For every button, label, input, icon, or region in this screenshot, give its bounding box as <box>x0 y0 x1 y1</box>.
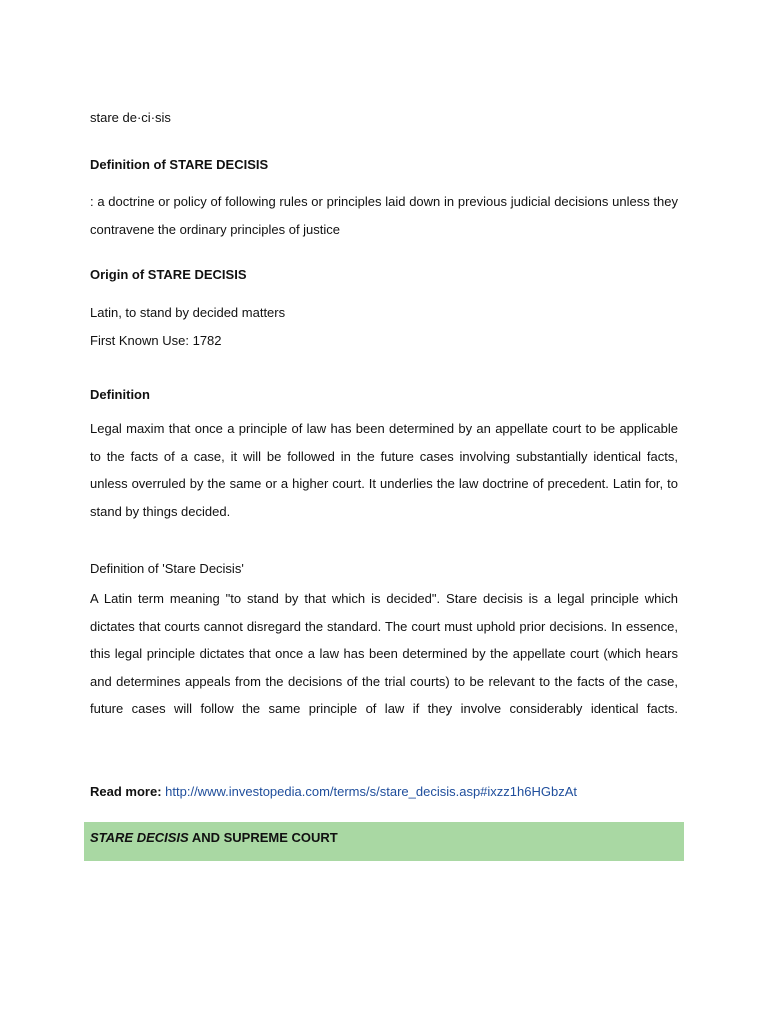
origin-line: Latin, to stand by decided matters <box>90 305 286 320</box>
origin-heading: Origin of STARE DECISIS <box>90 267 247 282</box>
first-known-use: First Known Use: 1782 <box>90 333 222 348</box>
headword: stare de·ci·sis <box>90 110 171 125</box>
definition-heading: Definition of STARE DECISIS <box>90 157 269 172</box>
definition-text: : a doctrine or policy of following rules or principles laid down in previous judicial decisions unless they contravene the ordinary principles of justice <box>90 194 678 237</box>
section-heading-rest: AND SUPREME COURT <box>188 830 338 845</box>
investopedia-definition-text: A Latin term meaning "to stand by that which is decided". Stare decisis is a legal principle which dictates that courts cannot disregard the standard. The court must uphold prior decisions. In essence, this legal principle dictates that once a law has been determined by the appellate court (which hears and determines appeals from the decisions of the trial courts) to be relevant to the facts of the case, future cases will follow the same principle of law if they involve considerably identical facts. <box>90 591 678 716</box>
section-heading-bar <box>84 822 684 861</box>
read-more-label: Read more: <box>90 784 162 799</box>
legal-definition-text: Legal maxim that once a principle of law has been determined by an appellate court to be applicable to the facts of a case, it will be followed in the future cases involving substantially identical facts, unless overruled by the same or a higher court. It underlies the law doctrine of precedent. Latin for, to stand by things decided. <box>90 421 678 519</box>
read-more <box>90 784 577 800</box>
section-heading <box>90 830 338 845</box>
section-heading-italic: STARE DECISIS <box>90 830 189 845</box>
investopedia-link[interactable]: http://www.investopedia.com/terms/s/stare_decisis.asp#ixzz1h6HGbzAt <box>165 784 577 799</box>
investopedia-definition-heading: Definition of 'Stare Decisis' <box>90 561 244 576</box>
legal-definition-heading: Definition <box>90 387 150 402</box>
